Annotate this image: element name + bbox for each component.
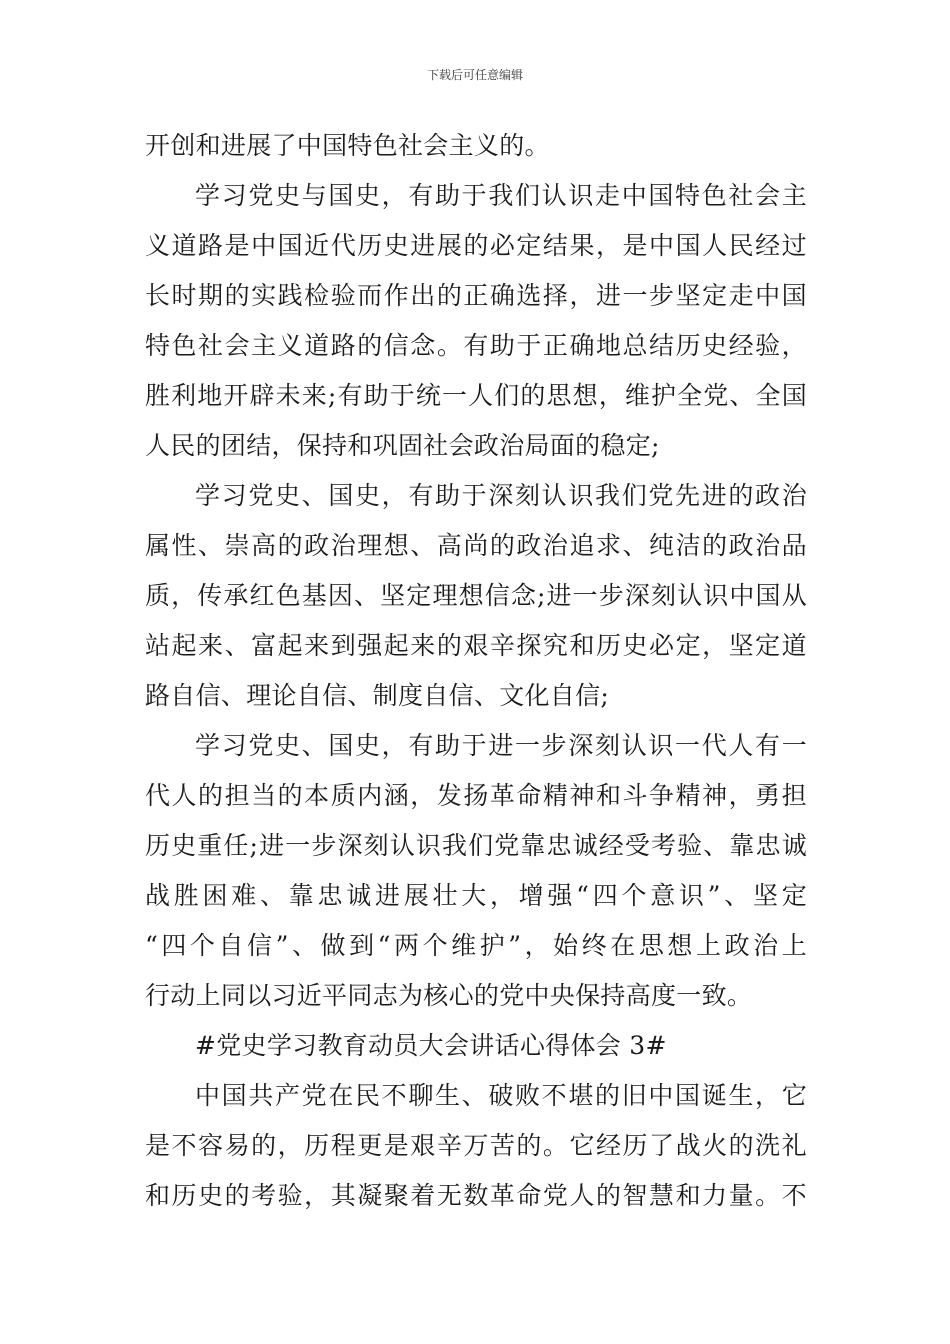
text-line: 胜利地开辟未来;有助于统一人们的思想，维护全党、全国	[145, 381, 807, 410]
text-line: 和历史的考验，其凝聚着无数革命党人的智慧和力量。不	[145, 1181, 807, 1210]
text-line: 学习党史与国史，有助于我们认识走中国特色社会主	[195, 181, 807, 210]
text-line: 中国共产党在民不聊生、破败不堪的旧中国诞生，它	[195, 1081, 807, 1110]
text-line: 学习党史、国史，有助于进一步深刻认识一代人有一	[195, 731, 807, 760]
text-line: 义道路是中国近代历史进展的必定结果，是中国人民经过	[145, 231, 807, 260]
text-line: 学习党史、国史，有助于深刻认识我们党先进的政治	[195, 481, 807, 510]
text-line: 长时期的实践检验而作出的正确选择，进一步坚定走中国	[145, 281, 807, 310]
text-line: 属性、崇高的政治理想、高尚的政治追求、纯洁的政治品	[145, 531, 807, 560]
page-header: 下载后可任意编辑	[426, 68, 523, 82]
text-line: 站起来、富起来到强起来的艰辛探究和历史必定，坚定道	[145, 631, 807, 660]
text-line: 特色社会主义道路的信念。有助于正确地总结历史经验，	[145, 331, 807, 360]
text-line: 历史重任;进一步深刻认识我们党靠忠诚经受考验、靠忠诚	[145, 831, 807, 860]
text-line: 开创和进展了中国特色社会主义的。	[145, 131, 550, 160]
text-line: 行动上同以习近平同志为核心的党中央保持高度一致。	[145, 981, 753, 1010]
text-line: “四个自信”、做到“两个维护”，始终在思想上政治上	[145, 931, 807, 960]
text-line: 战胜困难、靠忠诚进展壮大，增强“四个意识”、坚定	[145, 881, 807, 910]
text-line: 代人的担当的本质内涵，发扬革命精神和斗争精神，勇担	[145, 781, 807, 810]
document-body	[145, 121, 807, 1221]
text-line: 路自信、理论自信、制度自信、文化自信;	[145, 681, 610, 710]
text-line: #党史学习教育动员大会讲话心得体会 3#	[195, 1031, 667, 1060]
text-line: 质，传承红色基因、坚定理想信念;进一步深刻认识中国从	[145, 581, 807, 610]
text-line: 人民的团结，保持和巩固社会政治局面的稳定;	[145, 431, 660, 460]
text-line: 是不容易的，历程更是艰辛万苦的。它经历了战火的洗礼	[145, 1131, 807, 1160]
